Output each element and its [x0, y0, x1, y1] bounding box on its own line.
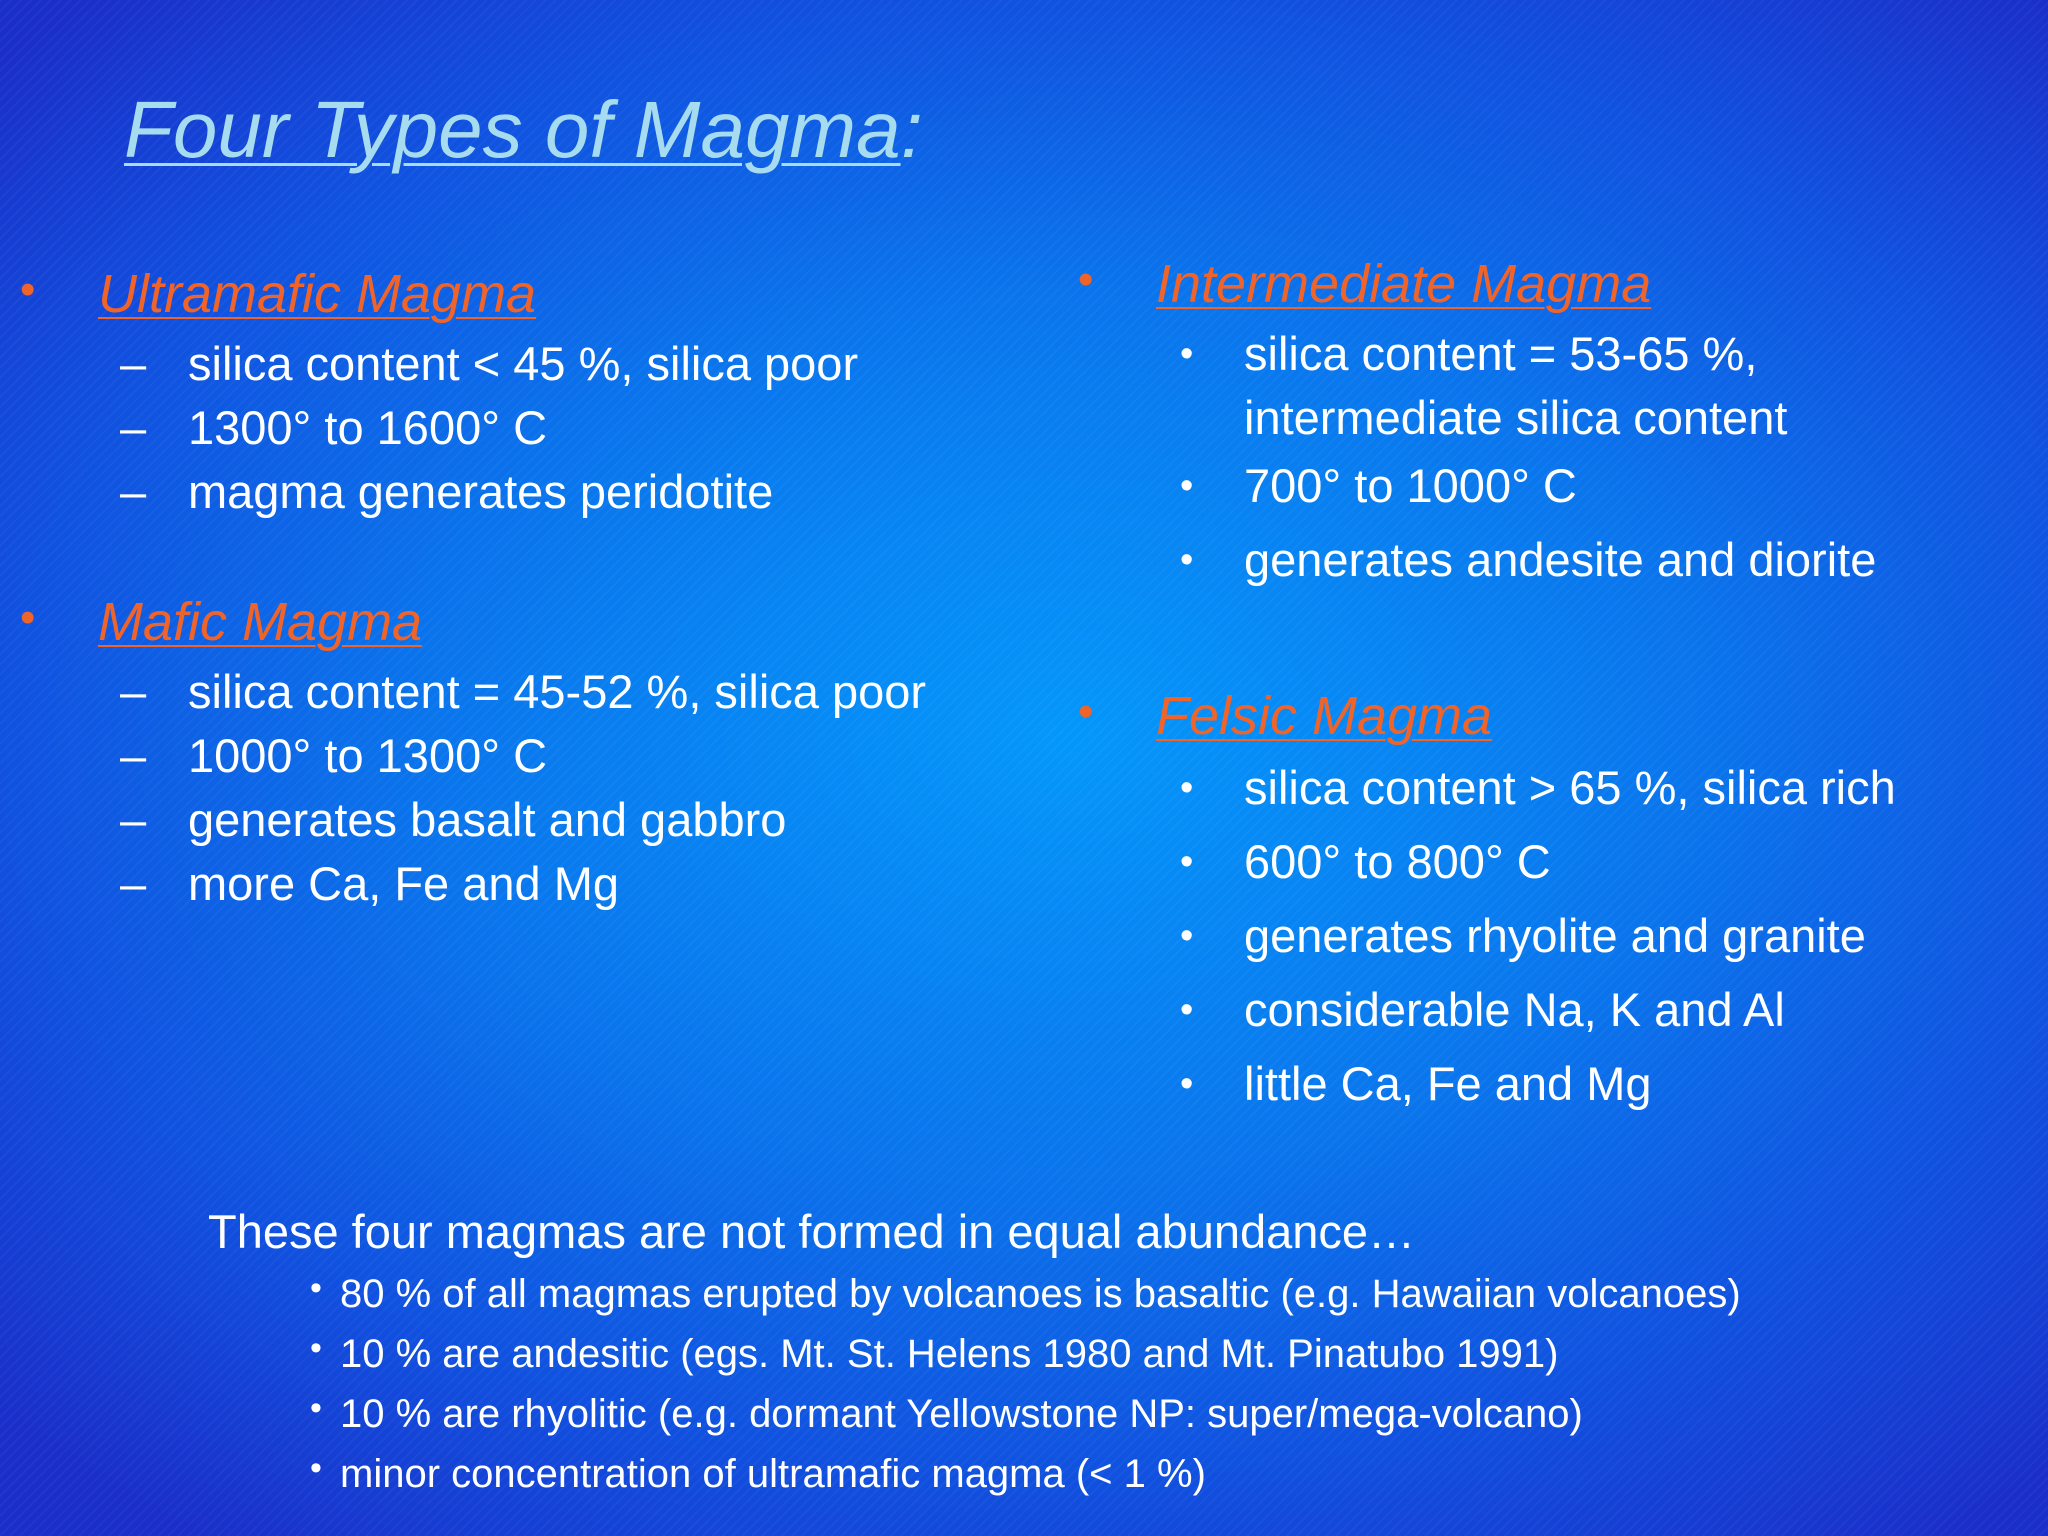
intermediate-list [1180, 322, 1876, 592]
list-item-text: 10 % are rhyolitic (e.g. dormant Yellowstone NP: super/mega-volcano) [340, 1392, 1583, 1436]
dash-marker: – [120, 665, 147, 718]
list-item-text: generates andesite and diorite [1244, 533, 1877, 586]
list-item [1180, 528, 1876, 592]
list-item-text: 600° to 800° C [1244, 835, 1551, 888]
section-bullet-icon: • [1078, 255, 1094, 304]
section-bullet-icon: • [20, 593, 36, 642]
list-item [1180, 322, 1876, 450]
dot-marker: • [310, 1269, 322, 1307]
dot-marker: • [310, 1329, 322, 1367]
section-bullet-icon: • [20, 265, 36, 314]
list-item-text: considerable Na, K and Al [1244, 983, 1785, 1036]
list-item [1180, 1052, 1896, 1116]
list-item [1180, 454, 1876, 518]
list-item-text: 700° to 1000° C [1244, 459, 1577, 512]
dot-marker: • [1180, 539, 1194, 581]
list-item [1180, 904, 1896, 968]
ultramafic-list [120, 332, 858, 524]
list-item-text: silica content = 53-65 %, [1244, 327, 1758, 380]
list-item [120, 724, 926, 788]
list-item [120, 460, 858, 524]
list-item-text: silica content < 45 %, silica poor [188, 337, 859, 390]
ultramafic-heading [0, 262, 858, 332]
list-item-text: more Ca, Fe and Mg [188, 857, 620, 910]
dash-marker: – [120, 793, 147, 846]
list-item-text: 1300° to 1600° C [188, 401, 548, 454]
list-item [310, 1264, 1741, 1324]
slide-title-colon: : [900, 85, 923, 174]
list-item-text: silica content > 65 %, silica rich [1244, 761, 1896, 814]
list-item [120, 788, 926, 852]
list-item-text: generates basalt and gabbro [188, 793, 787, 846]
list-item [120, 852, 926, 916]
list-item-text: 1000° to 1300° C [188, 729, 548, 782]
dot-marker: • [310, 1449, 322, 1487]
dot-marker: • [310, 1389, 322, 1427]
dot-marker: • [1180, 767, 1194, 809]
intermediate-heading [1078, 252, 1876, 322]
mafic-list [120, 660, 926, 916]
list-item-text: 10 % are andesitic (egs. Mt. St. Helens 1980 and Mt. Pinatubo 1991) [340, 1332, 1559, 1376]
list-item-text: 80 % of all magmas erupted by volcanoes is basaltic (e.g. Hawaiian volcanoes) [340, 1272, 1741, 1316]
felsic-title-link[interactable]: Felsic Magma [1156, 686, 1493, 746]
intermediate-section [1078, 252, 1876, 602]
felsic-list [1180, 756, 1896, 1116]
dot-marker: • [1180, 465, 1194, 507]
dash-marker: – [120, 337, 147, 390]
abundance-list [310, 1264, 1741, 1504]
slide-title-link[interactable]: Four Types of Magma [124, 85, 901, 174]
dash-marker: – [120, 401, 147, 454]
intermediate-title-link[interactable]: Intermediate Magma [1156, 254, 1652, 314]
dot-marker: • [1180, 841, 1194, 883]
abundance-section [208, 1200, 1741, 1504]
list-item-text: magma generates peridotite [188, 465, 774, 518]
slide-title [124, 84, 923, 176]
mafic-section [0, 590, 926, 916]
list-item [1180, 830, 1896, 894]
felsic-heading [1078, 684, 1896, 754]
dot-marker: • [1180, 333, 1194, 375]
list-item [1180, 756, 1896, 820]
list-item-text: generates rhyolite and granite [1244, 909, 1866, 962]
mafic-heading [0, 590, 926, 660]
dash-marker: – [120, 857, 147, 910]
mafic-title-link[interactable]: Mafic Magma [98, 592, 423, 652]
list-item-text: little Ca, Fe and Mg [1244, 1057, 1652, 1110]
ultramafic-title-link[interactable]: Ultramafic Magma [98, 264, 537, 324]
abundance-intro: These four magmas are not formed in equal abundance… [208, 1205, 1416, 1258]
dash-marker: – [120, 465, 147, 518]
dot-marker: • [1180, 1063, 1194, 1105]
list-item [310, 1384, 1741, 1444]
list-item-text-continued: intermediate silica content [1244, 391, 1788, 444]
list-item [310, 1444, 1741, 1504]
list-item [120, 332, 858, 396]
dash-marker: – [120, 729, 147, 782]
list-item-text: silica content = 45-52 %, silica poor [188, 665, 927, 718]
dot-marker: • [1180, 989, 1194, 1031]
list-item [120, 660, 926, 724]
felsic-section [1078, 684, 1896, 1126]
list-item [120, 396, 858, 460]
ultramafic-section [0, 262, 858, 524]
section-bullet-icon: • [1078, 687, 1094, 736]
list-item-text: minor concentration of ultramafic magma (< 1 %) [340, 1452, 1206, 1496]
list-item [1180, 978, 1896, 1042]
list-item [310, 1324, 1741, 1384]
dot-marker: • [1180, 915, 1194, 957]
